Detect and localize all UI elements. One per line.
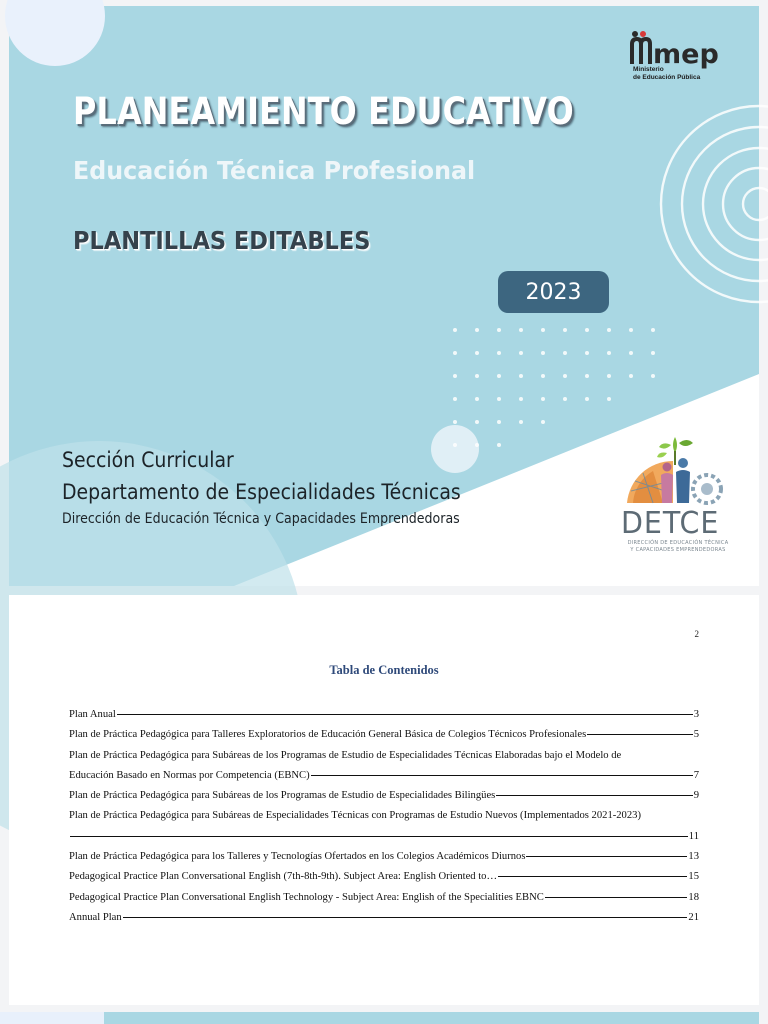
toc-entry-page: 18 <box>688 891 699 903</box>
toc-entry-text[interactable]: Plan Anual <box>69 709 116 720</box>
concentric-rings <box>661 106 768 302</box>
toc-entry-text[interactable]: Plan de Práctica Pedagógica para los Talleres y Tecnologías Ofertados en los Colegios Académicos Diurnos <box>69 851 526 863</box>
direction-label: Dirección de Educación Técnica y Capacidades Emprendedoras <box>62 511 460 527</box>
templates-label: PLANTILLAS EDITABLES <box>73 226 371 255</box>
toc-entry-text[interactable]: Plan de Práctica Pedagógica para Talleres Exploratorios de Educación General Básica de Colegios Técnicos Profesionales <box>69 729 587 741</box>
mep-caption-line2: de Educación Pública <box>633 74 701 81</box>
toc-leader <box>498 876 687 877</box>
strip-accent <box>0 1012 104 1024</box>
detce-name: DETCE <box>621 506 720 541</box>
cover-page <box>9 6 759 586</box>
toc-entry-text[interactable]: Plan de Práctica Pedagógica para Subáreas de los Programas de Estudio de Especialidades Bilingües <box>69 790 496 802</box>
toc-entry[interactable] <box>69 908 699 928</box>
toc-entry-text-line1[interactable]: Plan de Práctica Pedagógica para Subáreas de los Programas de Estudio de Especialidades Técnicas Elaboradas bajo el Modelo de <box>69 749 622 761</box>
toc-leader <box>311 775 693 776</box>
toc-entry-text[interactable]: Educación Basado en Normas por Competencia (EBNC) <box>69 769 310 781</box>
detce-caption-line1: DIRECCIÓN DE EDUCACIÓN TÉCNICA <box>627 540 729 546</box>
detce-caption <box>618 540 738 554</box>
page-number: 2 <box>694 629 699 639</box>
toc-leader <box>123 917 688 918</box>
toc-entry-page: 5 <box>693 729 699 741</box>
mep-caption <box>633 66 700 82</box>
mep-caption-line1: Ministerio <box>633 66 664 73</box>
cover-subtitle: Educación Técnica Profesional <box>73 156 476 185</box>
year-badge: 2023 <box>498 271 609 313</box>
toc-entry-page: 11 <box>688 830 699 842</box>
toc-entry[interactable] <box>69 725 699 745</box>
department-label: Departamento de Especialidades Técnicas <box>62 480 461 504</box>
toc-entry-text[interactable]: Pedagogical Practice Plan Conversational English (7th-8th-9th). Subject Area: English Oriented to… <box>69 871 498 883</box>
toc-entry[interactable] <box>69 888 699 908</box>
toc-entry[interactable] <box>69 705 699 725</box>
small-circle <box>431 425 479 473</box>
toc-entry-page: 7 <box>693 769 699 781</box>
toc-entry[interactable] <box>69 867 699 887</box>
toc-entry-page: 15 <box>688 871 699 883</box>
toc-entry-text-line1[interactable]: Plan de Práctica Pedagógica para Subáreas de Especialidades Técnicas con Programas de Estudio Nuevos (Implementados 2021-2023) <box>69 810 641 822</box>
toc-leader <box>526 856 687 857</box>
top-left-circle <box>5 0 105 66</box>
toc-entry-text[interactable]: Annual Plan <box>69 911 122 923</box>
toc-entry-line2[interactable] <box>69 766 699 786</box>
toc-entry-page: 9 <box>693 790 699 802</box>
toc-leader <box>545 897 688 898</box>
toc-leader <box>587 734 693 735</box>
toc-leader <box>70 836 688 837</box>
toc-entry-line2[interactable] <box>69 827 699 847</box>
toc-list <box>69 705 699 928</box>
toc-entry-multiline[interactable] <box>69 806 699 847</box>
toc-entry-text[interactable]: Pedagogical Practice Plan Conversational English Technology - Subject Area: English of the Specialities EBNC <box>69 891 544 903</box>
toc-entry-multiline[interactable] <box>69 746 699 787</box>
cover-title: PLANEAMIENTO EDUCATIVO <box>73 90 574 133</box>
toc-entry[interactable] <box>69 786 699 806</box>
toc-entry[interactable] <box>69 847 699 867</box>
mep-logo-text: mep <box>653 39 719 70</box>
toc-entry-page: 13 <box>688 851 699 863</box>
bottom-strip <box>9 1012 759 1024</box>
toc-leader <box>117 714 693 715</box>
detce-caption-line2: Y CAPACIDADES EMPRENDEDORAS <box>630 547 726 553</box>
toc-entry-page: 3 <box>693 709 699 720</box>
toc-page <box>9 595 759 1005</box>
toc-entry-page: 21 <box>688 911 699 923</box>
section-label: Sección Curricular <box>62 448 234 472</box>
toc-heading: Tabla de Contenidos <box>329 663 439 677</box>
toc-leader <box>496 795 692 796</box>
